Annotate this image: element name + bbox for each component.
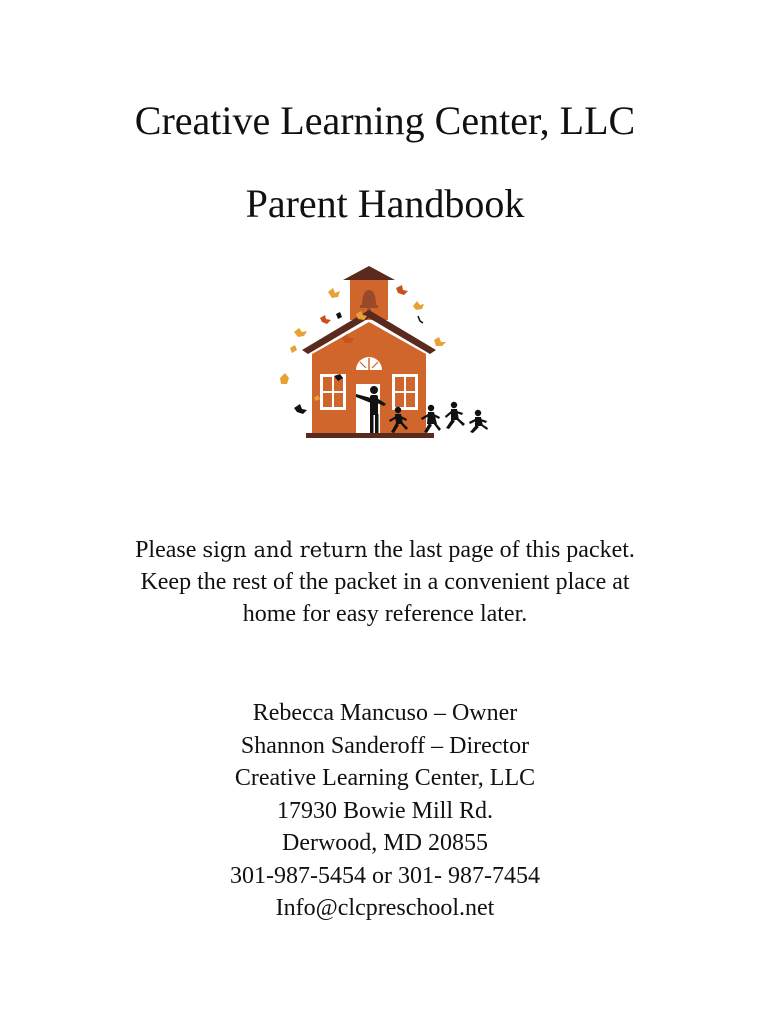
instructions-line-1: Please sign and return the last page of this packet. <box>135 537 635 563</box>
phone-numbers: 301-987-5454 or 301- 987-7454 <box>230 862 540 889</box>
contact-block <box>0 697 770 925</box>
sign-and-return-emphasis: sign and return <box>202 538 368 562</box>
instructions-line-3: home for easy reference later. <box>242 601 528 627</box>
organization-line: Creative Learning Center, LLC <box>234 765 536 791</box>
street-address: 17930 Bowie Mill Rd. <box>276 797 493 824</box>
tower-roof <box>343 266 395 280</box>
document-subtitle: Parent Handbook <box>245 181 525 226</box>
email-address: Info@clcpreschool.net <box>275 895 495 921</box>
city-state-zip: Derwood, MD 20855 <box>282 830 488 856</box>
document-title: Creative Learning Center, LLC <box>134 98 636 143</box>
schoolhouse-logo-icon <box>270 258 500 448</box>
ground-line <box>306 433 434 438</box>
owner-line: Rebecca Mancuso – Owner <box>252 700 518 726</box>
director-line: Shannon Sanderoff – Director <box>240 732 530 759</box>
instructions-line-2: Keep the rest of the packet in a convenient place at <box>140 569 630 595</box>
return-instructions <box>60 534 710 630</box>
